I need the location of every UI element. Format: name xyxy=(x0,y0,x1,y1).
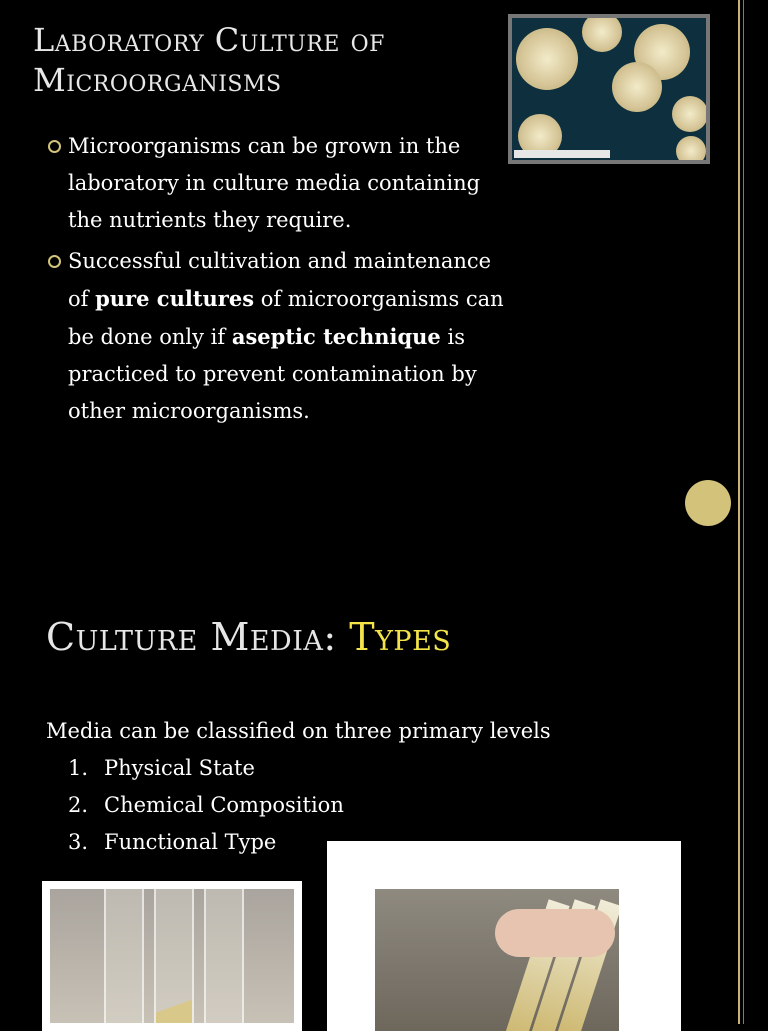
bullet-item xyxy=(48,128,508,239)
section-title-main: Culture Media: xyxy=(46,615,350,659)
image-caption-strip xyxy=(514,150,610,158)
list-number: 2. xyxy=(68,793,89,817)
bullet-list xyxy=(48,128,508,434)
list-item xyxy=(68,824,344,861)
section-title xyxy=(46,612,451,662)
decorative-circle-icon xyxy=(685,480,731,526)
bullet-icon xyxy=(48,255,61,268)
petri-dish-image xyxy=(508,14,710,164)
section-title-accent: Types xyxy=(349,615,452,659)
bullet-bold-term: aseptic technique xyxy=(231,324,441,349)
bullet-text: is practiced to prevent contamination by other microorganisms. xyxy=(68,325,477,423)
frame-line-inner xyxy=(743,0,744,1024)
bullet-text: of microorganisms can be done only if xyxy=(68,287,504,349)
intro-text: Media can be classified on three primary levels xyxy=(46,719,551,743)
list-number: 1. xyxy=(68,756,89,780)
slide-title: Laboratory Culture of Microorganisms xyxy=(33,21,385,99)
culture-tubes-image xyxy=(42,881,302,1031)
bullet-text: Successful cultivation and maintenance of xyxy=(68,249,492,311)
hand-holding-tubes-image xyxy=(327,841,681,1031)
bullet-icon xyxy=(48,140,61,153)
bullet-item xyxy=(48,243,508,430)
levels-list xyxy=(68,750,344,861)
list-number: 3. xyxy=(68,830,89,854)
bullet-bold-term: pure cultures xyxy=(95,286,255,311)
frame-line xyxy=(738,0,740,1024)
hand-shape xyxy=(495,909,615,957)
list-item xyxy=(68,750,344,787)
list-item xyxy=(68,787,344,824)
list-label: Chemical Composition xyxy=(104,793,344,817)
bullet-text: Microorganisms can be grown in the laboratory in culture media containing the nutrients they require. xyxy=(68,134,481,232)
list-label: Functional Type xyxy=(104,830,277,854)
list-label: Physical State xyxy=(104,756,255,780)
